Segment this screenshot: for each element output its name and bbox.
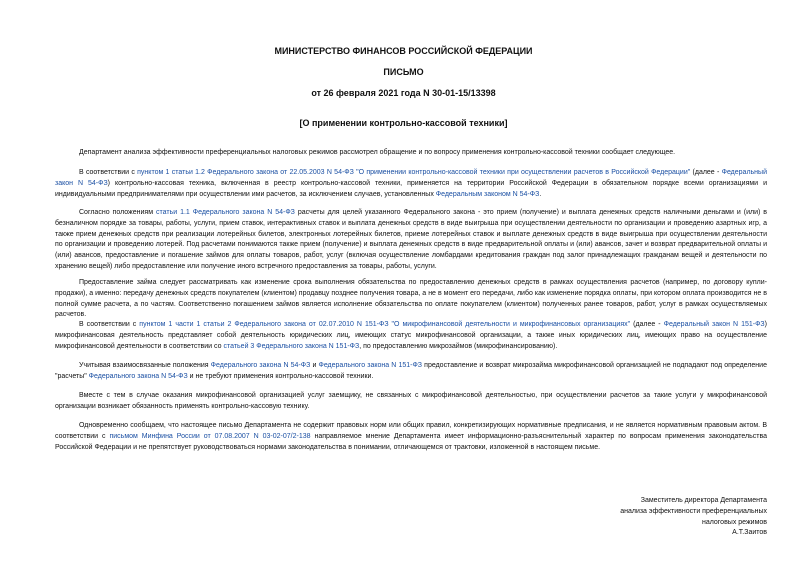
document-type: ПИСЬМО bbox=[383, 67, 424, 77]
document-subject: [О применении контрольно-кассовой техники] bbox=[299, 118, 508, 128]
paragraph-3: Согласно положениям статьи 1.1 Федерального закона N 54-ФЗ расчеты для целей указанного Федерального закона - это прием (получение) и выплата денежных средств наличными деньгами и (или) в безналичном порядке за товары, работы, услуги, прием ставок, интерактивных ставок и выплата денежных средств в виде выигрыша при осуществлении деятельности по организации и проведению азартных игр, а также прием денежных средств при реализации лотерейных билетов, электронных лотерейных билетов, приеме лотерейных ставок и выплате денежных средств в виде выигрыша при осуществлении деятельности по организации и проведению лотерей. Под расчетами понимаются также прием (получение) и выплата денежных средств в виде предварительной оплаты и (или) авансов, зачет и возврат предварительной оплаты и (или) авансов, предоставление и погашение займов для оплаты товаров, работ, услуг (включая осуществление ломбардами кредитования граждан под залог принадлежащих гражданам вещей и деятельности по хранению вещей) либо предоставление или получение иного встречного предоставления за товары, работы, услуги. bbox=[55, 209, 768, 270]
letter-link[interactable]: письмом Минфина России от 07.08.2007 N 03-02-07/2-138 bbox=[109, 432, 311, 440]
signature-position-line: налоговых режимов bbox=[701, 518, 767, 526]
paragraph-7: Вместе с тем в случае оказания микрофинансовой организацией услуг заемщику, не связанных с микрофинансовой деятельностью, при осуществлении расчетов за такие услуги у микрофинансовой организации возникает обязанность применять контрольно-кассовую технику. bbox=[55, 392, 767, 410]
law-link[interactable]: Федеральный закон N 151-ФЗ bbox=[663, 321, 765, 328]
document-date-number: от 26 февраля 2021 года N 30-01-15/13398 bbox=[311, 88, 496, 98]
paragraph-intro: Департамент анализа эффективности преференциальных налоговых режимов рассмотрел обращение и по вопросу применения контрольно-кассовой техники сообщает следующее. bbox=[79, 149, 676, 156]
law-link[interactable]: Федеральный закон N 54-ФЗ bbox=[55, 169, 767, 187]
paragraph-2: В соответствии с пунктом 1 статьи 1.2 Федерального закона от 22.05.2003 N 54-ФЗ "О применении контрольно-кассовой техники при осуществлении расчетов в Российской Федерации" (далее - Федеральный закон N 54-ФЗ) контрольно-кассовая техника, включенная в реестр контрольно-кассовой техники, применяется на территории Российской Федерации в обязательном порядке всеми организациями и индивидуальными предпринимателями при осуществлении ими расчетов, за исключением случаев, установленных Федеральным законом N 54-ФЗ. bbox=[55, 169, 767, 198]
signature-position-line: Заместитель директора Департамента bbox=[640, 497, 767, 504]
law-link[interactable]: Федеральным законом N 54-ФЗ bbox=[435, 190, 540, 198]
ministry-title: МИНИСТЕРСТВО ФИНАНСОВ РОССИЙСКОЙ ФЕДЕРАЦИИ bbox=[274, 46, 533, 56]
paragraph-4: Предоставление займа следует рассматривать как изменение срока выполнения обязательства по предоставлению денежных средств в рамках осуществления расчетов (например, по договору купли-продажи), а именно: передачу денежных средств покупателем (клиентом) продавцу позднее получения товара, а не в момент его передачи, либо как изменение порядка оплаты, при котором оплата производится не в полной сумме расчета, а по частям. Соответственно погашением займов является исполнение обязательства по оплате покупателем (клиентом) полученных ранее товаров, работ, услуг в рамках осуществляемых расчетов. bbox=[55, 279, 767, 319]
law-link[interactable]: Федерального закона N 151-ФЗ bbox=[318, 362, 423, 369]
paragraph-8: Одновременно сообщаем, что настоящее письмо Департамента не содержит правовых норм или общих правил, конкретизирующих нормативные предписания, и не является нормативным правовым актом. В соответствии с письмом Минфина России от 07.08.2007 N 03-02-07/2-138 направляемое мнение Департамента имеет информационно-разъяснительный характер по вопросам применения законодательства Российской Федерации и не препятствует руководствоваться нормами законодательства в понимании, отличающемся от трактовки, изложенной в настоящем письме. bbox=[55, 422, 768, 451]
signature-block bbox=[620, 496, 767, 539]
law-link[interactable]: пунктом 1 части 1 статьи 2 Федерального закона от 02.07.2010 N 151-ФЗ "О микрофинансовой деятельности и микрофинансовых организациях" bbox=[139, 321, 631, 328]
paragraph-5: В соответствии с пунктом 1 части 1 статьи 2 Федерального закона от 02.07.2010 N 151-ФЗ "О микрофинансовой деятельности и микрофинансовых организациях" (далее - Федеральный закон N 151-ФЗ) микрофинансовая деятельность представляет собой деятельность юридических лиц, имеющих статус микрофинансовой организации, а также иных юридических лиц, имеющих право на осуществление микрофинансовой деятельности в соответствии со статьей 3 Федерального закона N 151-ФЗ, по предоставлению микрозаймов (микрофинансированию). bbox=[55, 321, 767, 350]
law-link[interactable]: статьей 3 Федерального закона N 151-ФЗ bbox=[223, 342, 360, 350]
law-link[interactable]: Федерального закона N 54-ФЗ bbox=[210, 362, 311, 369]
paragraph-6: Учитывая взаимосвязанные положения Федерального закона N 54-ФЗ и Федерального закона N 151-ФЗ предоставление и возврат микрозайма микрофинансовой организацией не подпадают под определение "расчеты" Федерального закона N 54-ФЗ и не требуют применения контрольно-кассовой техники. bbox=[55, 362, 767, 380]
law-link[interactable]: статьи 1.1 Федерального закона N 54-ФЗ bbox=[155, 209, 295, 216]
signature-position-line: анализа эффективности преференциальных bbox=[620, 507, 767, 515]
law-link[interactable]: Федерального закона N 54-ФЗ bbox=[88, 372, 188, 380]
signature-name: А.Т.Заитов bbox=[732, 529, 767, 537]
law-link[interactable]: пунктом 1 статьи 1.2 Федерального закона от 22.05.2003 N 54-ФЗ "О применении контрольно-кассовой техники при осуществлении расчетов в Российской Федерации" bbox=[137, 169, 691, 176]
